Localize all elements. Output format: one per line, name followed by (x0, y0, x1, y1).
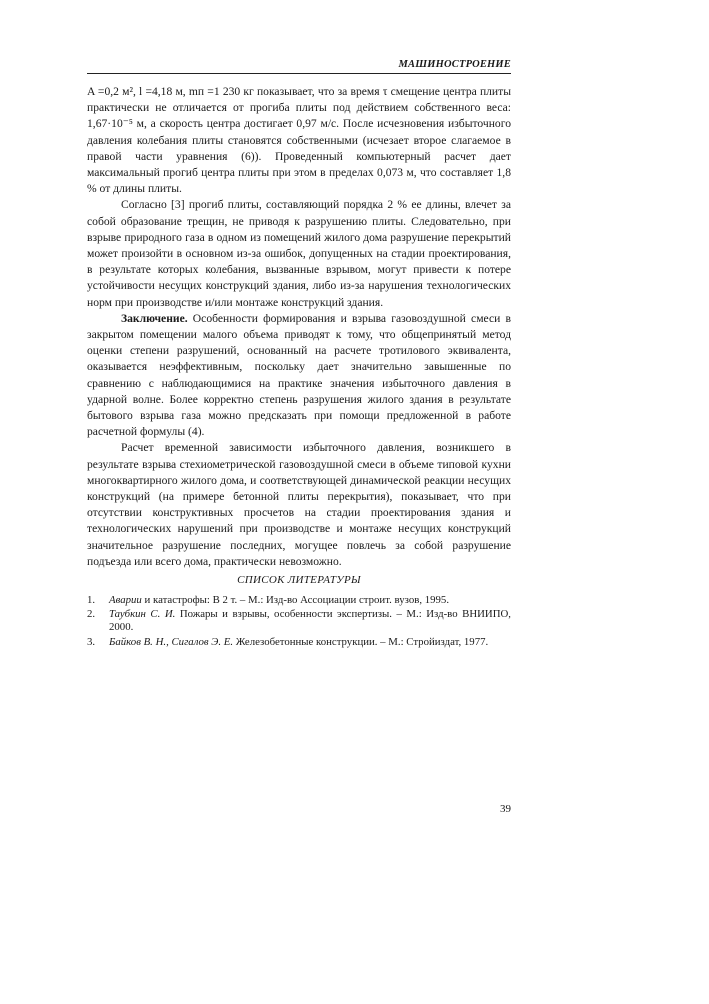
reference-text (109, 594, 511, 607)
reference-text (109, 608, 511, 634)
reference-number: 3. (87, 635, 96, 648)
reference-item (87, 594, 511, 607)
reference-body: Железобетонные конструкции. – М.: Стройиздат, 1977. (233, 635, 489, 648)
reference-number: 2. (87, 608, 96, 621)
reference-body: Пожары и взрывы, особенности экспертизы. – М.: Изд-во ВНИИПО, 2000. (109, 608, 512, 634)
references-list (87, 594, 511, 650)
header-rule (87, 73, 511, 74)
page-number: 39 (500, 803, 511, 815)
conclusion-text: Особенности формирования и взрыва газовоздушной смеси в закрытом помещении малого объема приводят к тому, что общепринятый метод оценки степени разрушений, основанный на расчете тротилового эквивалента, оказывается неэффективным, поскольку дает значительно завышенные по сравнению с наблюдающимися на практике значения избыточного давления в ударной волне. Более корректно степень разрушения жилого здания в результате бытового взрыва газа можно предсказать при помощи предложенной в работе расчетной формулы (4). (87, 311, 511, 439)
reference-text (109, 636, 511, 649)
paragraph-1: A =0,2 м², l =4,18 м, mп =1 230 кг показывает, что за время τ смещение центра плиты практически не отличается от прогиба плиты под действием собственного веса: 1,67·10⁻⁵ м, а скорость центра достигает 0,97 м/с. После исчезновения избыточного давления колебания плиты становятся собственными (исчезает второе слагаемое в правой части уравнения (6)). Проведенный компьютерный расчет дает максимальный прогиб центра плиты при этом в пределах 0,073 м, что составляет 1,8 % от длины плиты. (87, 85, 511, 196)
running-head: МАШИНОСТРОЕНИЕ (398, 59, 511, 70)
conclusion-heading: Заключение. (121, 311, 188, 325)
paragraph-conclusion (87, 311, 511, 441)
reference-item (87, 608, 511, 634)
reference-author: Аварии (109, 594, 142, 606)
paragraph-2: Согласно [3] прогиб плиты, составляющий порядка 2 % ее длины, влечет за собой образование трещин, не приводя к разрушению плиты. Следовательно, при взрыве природного газа в одном из помещений жилого дома разрушение перекрытий может произойти в основном из-за ошибок, допущенных на стадии проектирования, в результате которых колебания, вызванные взрывом, могут привести к потере устойчивости несущих конструкций здания, либо из-за нарушения технологических норм при производстве и/или монтаже конструкций здания. (87, 198, 511, 309)
reference-item (87, 636, 511, 649)
reference-number: 1. (87, 594, 96, 606)
references-title: СПИСОК ЛИТЕРАТУРЫ (237, 574, 361, 586)
reference-body: и катастрофы: В 2 т. – М.: Изд-во Ассоциации строит. вузов, 1995. (141, 594, 450, 606)
reference-author: Таубкин С. И. (109, 608, 176, 621)
paragraph-4: Расчет временной зависимости избыточного давления, возникшего в результате взрыва стехиометрической газовоздушной смеси в объеме типовой кухни многоквартирного жилого дома, и соответствующей динамической реакции несущих конструкций (на примере бетонной плиты перекрытия), показывает, что при отсутствии конструктивных просчетов на стадии проектирования здания и технологических нарушений при производстве и монтаже несущих конструкций значительное разрушение последних, могущее повлечь за собой разрушение подъезда или всего дома, практически невозможно. (87, 441, 511, 568)
reference-author: Байков В. Н., Сигалов Э. Е. (109, 635, 234, 648)
article-body (87, 84, 511, 570)
